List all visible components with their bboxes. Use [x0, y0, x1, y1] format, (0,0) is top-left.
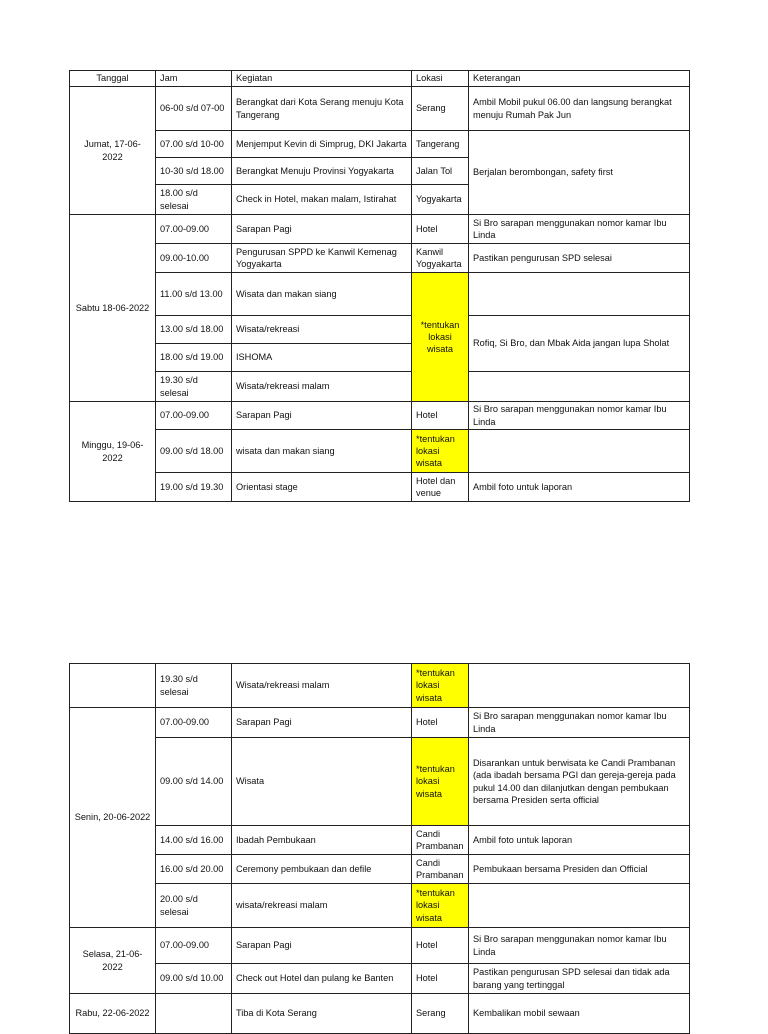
- lokasi-cell: Yogyakarta: [412, 185, 469, 215]
- keterangan-cell: Si Bro sarapan menggunakan nomor kamar Ibu Linda: [469, 928, 690, 964]
- kegiatan-cell: Wisata/rekreasi malam: [232, 664, 412, 708]
- table-row: [70, 316, 690, 344]
- keterangan-cell: Pastikan pengurusan SPD selesai dan tidak ada barang yang tertinggal: [469, 964, 690, 994]
- kegiatan-cell: Sarapan Pagi: [232, 928, 412, 964]
- kegiatan-cell: Ibadah Pembukaan: [232, 826, 412, 855]
- table-row: [70, 473, 690, 502]
- jam-cell: 09.00 s/d 10.00: [156, 964, 232, 994]
- keterangan-cell: [469, 273, 690, 316]
- jam-cell: [156, 994, 232, 1034]
- jam-cell: 07.00-09.00: [156, 928, 232, 964]
- jam-cell: 07.00-09.00: [156, 215, 232, 244]
- lokasi-cell: Hotel dan venue: [412, 473, 469, 502]
- jam-cell: 13.00 s/d 18.00: [156, 316, 232, 344]
- table-row: [70, 215, 690, 244]
- keterangan-cell: [469, 372, 690, 402]
- jam-cell: 09.00-10.00: [156, 244, 232, 273]
- header-keterangan: Keterangan: [469, 71, 690, 87]
- day-cell-empty: [70, 664, 156, 708]
- jam-cell: 07.00 s/d 10-00: [156, 131, 232, 158]
- jam-cell: 11.00 s/d 13.00: [156, 273, 232, 316]
- table-row: [70, 826, 690, 855]
- lokasi-cell: Kanwil Yogyakarta: [412, 244, 469, 273]
- lokasi-cell-highlight: *tentukan lokasi wisata: [412, 884, 469, 928]
- keterangan-cell: Disarankan untuk berwisata ke Candi Prambanan (ada ibadah bersama PGI dan gereja-gereja pada pukul 14.00 dan dilanjutkan dengan pembukaan bersama Presiden serta official: [469, 738, 690, 826]
- table-row: [70, 964, 690, 994]
- lokasi-cell-highlight: *tentukan lokasi wisata: [412, 430, 469, 473]
- lokasi-cell: Candi Prambanan: [412, 855, 469, 884]
- table-row: [70, 402, 690, 430]
- kegiatan-cell: Berangkat Menuju Provinsi Yogyakarta: [232, 158, 412, 185]
- jam-cell: 14.00 s/d 16.00: [156, 826, 232, 855]
- lokasi-cell: Hotel: [412, 215, 469, 244]
- jam-cell: 19.30 s/d selesai: [156, 664, 232, 708]
- schedule-table-page-1: [69, 70, 690, 502]
- kegiatan-cell: Wisata/rekreasi malam: [232, 372, 412, 402]
- kegiatan-cell: Orientasi stage: [232, 473, 412, 502]
- keterangan-cell: Pastikan pengurusan SPD selesai: [469, 244, 690, 273]
- kegiatan-cell: Wisata: [232, 738, 412, 826]
- header-row: [70, 71, 690, 87]
- jam-cell: 07.00-09.00: [156, 708, 232, 738]
- kegiatan-cell: Tiba di Kota Serang: [232, 994, 412, 1034]
- day-cell: Selasa, 21-06-2022: [70, 928, 156, 994]
- table-row: [70, 372, 690, 402]
- day-cell: Sabtu 18-06-2022: [70, 215, 156, 402]
- lokasi-cell: Serang: [412, 994, 469, 1034]
- table-row: [70, 738, 690, 826]
- lokasi-cell: Candi Prambanan: [412, 826, 469, 855]
- kegiatan-cell: wisata/rekreasi malam: [232, 884, 412, 928]
- kegiatan-cell: Wisata dan makan siang: [232, 273, 412, 316]
- table-row: [70, 708, 690, 738]
- table-row: [70, 855, 690, 884]
- kegiatan-cell: Check in Hotel, makan malam, Istirahat: [232, 185, 412, 215]
- table-row: [70, 664, 690, 708]
- table-row: [70, 928, 690, 964]
- kegiatan-cell: Check out Hotel dan pulang ke Banten: [232, 964, 412, 994]
- table-row: [70, 273, 690, 316]
- lokasi-cell: Hotel: [412, 964, 469, 994]
- jam-cell: 16.00 s/d 20.00: [156, 855, 232, 884]
- keterangan-cell: Si Bro sarapan menggunakan nomor kamar Ibu Linda: [469, 215, 690, 244]
- lokasi-cell-highlight: *tentukan lokasi wisata: [412, 664, 469, 708]
- table-row: [70, 884, 690, 928]
- jam-cell: 09.00 s/d 14.00: [156, 738, 232, 826]
- table-row: [70, 87, 690, 131]
- keterangan-cell: Si Bro sarapan menggunakan nomor kamar Ibu Linda: [469, 402, 690, 430]
- jam-cell: 06-00 s/d 07-00: [156, 87, 232, 131]
- kegiatan-cell: Ceremony pembukaan dan defile: [232, 855, 412, 884]
- keterangan-cell: Ambil foto untuk laporan: [469, 473, 690, 502]
- lokasi-cell-highlight: *tentukan lokasi wisata: [412, 273, 469, 402]
- kegiatan-cell: Menjemput Kevin di Simprug, DKI Jakarta: [232, 131, 412, 158]
- lokasi-cell: Hotel: [412, 928, 469, 964]
- header-tanggal: Tanggal: [70, 71, 156, 87]
- keterangan-cell: Berjalan berombongan, safety first: [469, 131, 690, 215]
- keterangan-cell: [469, 430, 690, 473]
- kegiatan-cell: Wisata/rekreasi: [232, 316, 412, 344]
- jam-cell: 09.00 s/d 18.00: [156, 430, 232, 473]
- lokasi-cell: Tangerang: [412, 131, 469, 158]
- jam-cell: 18.00 s/d 19.00: [156, 344, 232, 372]
- lokasi-cell: Serang: [412, 87, 469, 131]
- kegiatan-cell: Pengurusan SPPD ke Kanwil Kemenag Yogyakarta: [232, 244, 412, 273]
- jam-cell: 18.00 s/d selesai: [156, 185, 232, 215]
- keterangan-cell: [469, 884, 690, 928]
- jam-cell: 20.00 s/d selesai: [156, 884, 232, 928]
- keterangan-cell: [469, 664, 690, 708]
- day-cell: Jumat, 17-06-2022: [70, 87, 156, 215]
- keterangan-cell: Rofiq, Si Bro, dan Mbak Aida jangan lupa Sholat: [469, 316, 690, 372]
- lokasi-cell: Hotel: [412, 708, 469, 738]
- kegiatan-cell: Sarapan Pagi: [232, 402, 412, 430]
- schedule-table-page-2: [69, 663, 690, 1034]
- jam-cell: 19.30 s/d selesai: [156, 372, 232, 402]
- kegiatan-cell: Sarapan Pagi: [232, 708, 412, 738]
- header-jam: Jam: [156, 71, 232, 87]
- day-cell: Rabu, 22-06-2022: [70, 994, 156, 1034]
- kegiatan-cell: ISHOMA: [232, 344, 412, 372]
- keterangan-cell: Kembalikan mobil sewaan: [469, 994, 690, 1034]
- table-row: [70, 994, 690, 1034]
- keterangan-cell: Ambil foto untuk laporan: [469, 826, 690, 855]
- day-cell: Minggu, 19-06-2022: [70, 402, 156, 502]
- kegiatan-cell: Sarapan Pagi: [232, 215, 412, 244]
- kegiatan-cell: Berangkat dari Kota Serang menuju Kota Tangerang: [232, 87, 412, 131]
- table-row: [70, 430, 690, 473]
- header-kegiatan: Kegiatan: [232, 71, 412, 87]
- jam-cell: 19.00 s/d 19.30: [156, 473, 232, 502]
- keterangan-cell: Si Bro sarapan menggunakan nomor kamar Ibu Linda: [469, 708, 690, 738]
- keterangan-cell: Ambil Mobil pukul 06.00 dan langsung berangkat menuju Rumah Pak Jun: [469, 87, 690, 131]
- keterangan-cell: Pembukaan bersama Presiden dan Official: [469, 855, 690, 884]
- table-row: [70, 244, 690, 273]
- day-cell: Senin, 20-06-2022: [70, 708, 156, 928]
- jam-cell: 10-30 s/d 18.00: [156, 158, 232, 185]
- lokasi-cell: Jalan Tol: [412, 158, 469, 185]
- kegiatan-cell: wisata dan makan siang: [232, 430, 412, 473]
- jam-cell: 07.00-09.00: [156, 402, 232, 430]
- lokasi-cell-highlight: *tentukan lokasi wisata: [412, 738, 469, 826]
- table-row: [70, 131, 690, 158]
- lokasi-cell: Hotel: [412, 402, 469, 430]
- header-lokasi: Lokasi: [412, 71, 469, 87]
